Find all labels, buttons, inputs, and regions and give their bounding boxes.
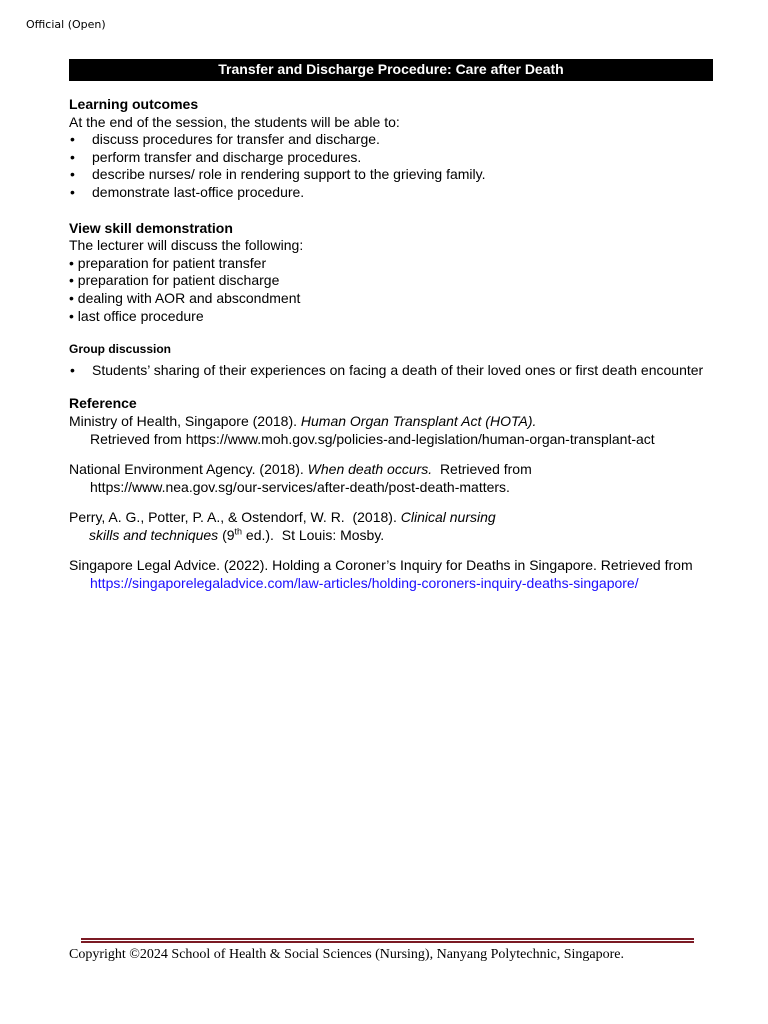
reference-lead: National Environment Agency. (2018). (69, 461, 308, 478)
list-item: • preparation for patient transfer (69, 254, 267, 271)
reference-edition: (9 (218, 526, 235, 543)
learning-outcomes-heading: Learning outcomes (69, 96, 199, 112)
footer-divider (81, 938, 694, 943)
list-item: • discuss procedures for transfer and discharge. (69, 131, 729, 149)
list-item: • last office procedure (69, 307, 204, 324)
reference-edition-superscript: th (234, 526, 243, 537)
document-body (69, 96, 729, 606)
reference-publisher: ed.). St Louis: Mosby. (242, 526, 385, 543)
reference-title: Human Organ Transplant Act (HOTA). (300, 412, 537, 429)
reference-tail: Retrieved from (432, 461, 532, 478)
document-title: Transfer and Discharge Procedure: Care after Death (69, 59, 713, 81)
skill-demo-section (69, 220, 729, 326)
footer-copyright: Copyright ©2024 School of Health & Social Sciences (Nursing), Nanyang Polytechnic, Singapore. (69, 947, 624, 962)
reference-entry (69, 461, 729, 496)
learning-outcomes-section (69, 96, 729, 202)
skill-demo-list (69, 255, 729, 325)
reference-title-continued: skills and techniques (89, 526, 219, 543)
reference-title: Clinical nursing (400, 509, 496, 526)
group-discussion-heading: Group discussion (69, 342, 172, 357)
reference-lead: Perry, A. G., Potter, P. A., & Ostendorf, W. R. (2018). (69, 509, 401, 526)
skill-demo-intro: The lecturer will discuss the following: (69, 237, 304, 254)
skill-demo-heading: View skill demonstration (69, 219, 233, 236)
classification-label: Official (Open) (26, 18, 106, 31)
reference-retrieval: https://www.nea.gov.sg/our-services/after-death/post-death-matters. (90, 478, 510, 495)
reference-section (69, 395, 729, 592)
reference-heading: Reference (69, 395, 137, 412)
list-item: • perform transfer and discharge procedures. (69, 149, 729, 167)
group-discussion-list (69, 362, 729, 380)
group-discussion-section (69, 341, 729, 379)
list-item: • Students’ sharing of their experiences on facing a death of their loved ones or first death encounter (69, 362, 729, 380)
reference-continuation (69, 527, 729, 545)
reference-entry (69, 413, 729, 448)
list-item: • describe nurses/ role in rendering support to the grieving family. (69, 166, 729, 184)
reference-link[interactable]: https://singaporelegaladvice.com/law-articles/holding-coroners-inquiry-deaths-singapore/ (90, 575, 639, 592)
reference-lead: Singapore Legal Advice. (2022). Holding a Coroner’s Inquiry for Deaths in Singapore. Retrieved from (69, 557, 693, 574)
learning-outcomes-list (69, 131, 729, 201)
reference-retrieval: Retrieved from https://www.moh.gov.sg/policies-and-legislation/human-organ-transplant-act (90, 430, 655, 447)
reference-entry (69, 509, 729, 544)
reference-lead: Ministry of Health, Singapore (2018). (69, 412, 301, 429)
list-item: • preparation for patient discharge (69, 272, 280, 289)
list-item: • demonstrate last-office procedure. (69, 184, 729, 202)
reference-entry (69, 557, 729, 592)
list-item: • dealing with AOR and abscondment (69, 289, 301, 306)
learning-outcomes-intro: At the end of the session, the students will be able to: (69, 113, 400, 130)
reference-title: When death occurs. (307, 461, 433, 478)
